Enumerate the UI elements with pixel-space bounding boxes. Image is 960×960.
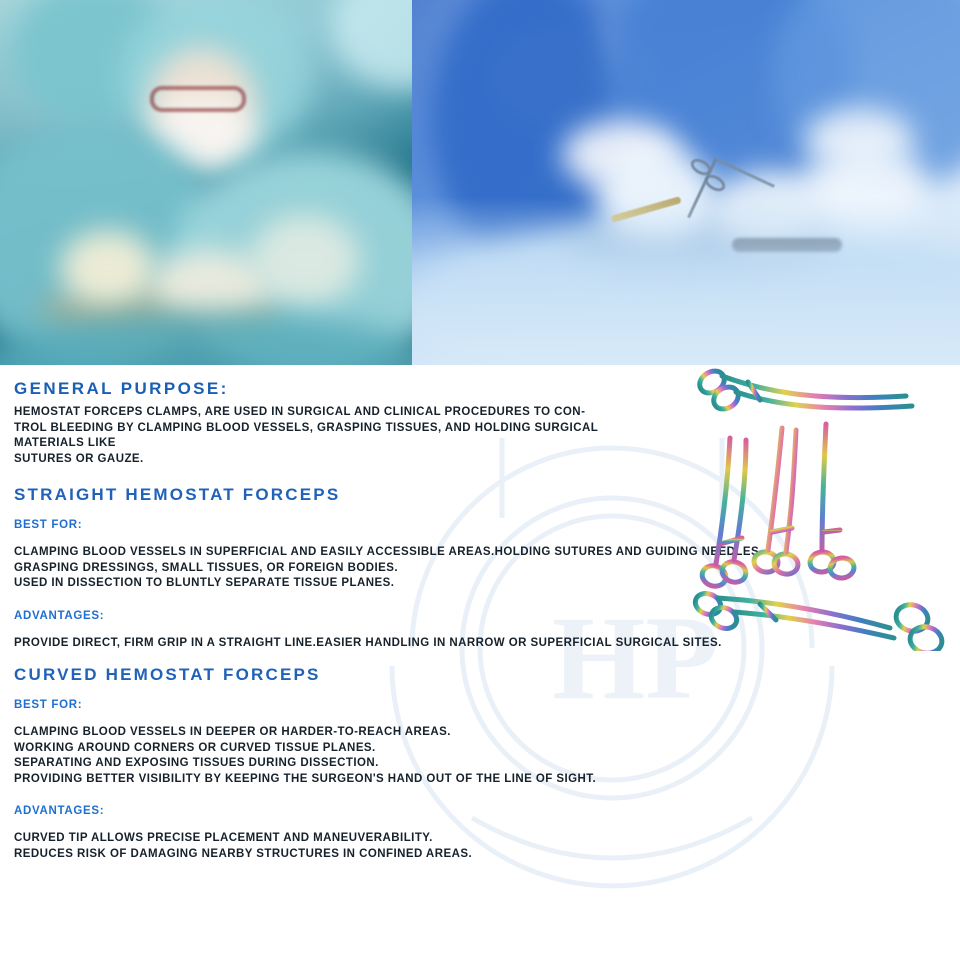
section-curved-hemostat-forceps xyxy=(14,665,942,862)
short-hemostat-forceps-1 xyxy=(699,438,748,589)
eyeglasses-icon xyxy=(150,86,246,112)
advantages-straight-line-1: PROVIDE DIRECT, FIRM GRIP IN A STRAIGHT LINE.EASIER HANDLING IN NARROW OR SUPERFICIAL SURGICAL SITES. xyxy=(14,636,722,649)
best-for-straight-line-2: GRASPING DRESSINGS, SMALL TISSUES, OR FOREIGN BODIES. xyxy=(14,561,399,574)
short-hemostat-forceps-2 xyxy=(752,428,799,576)
surgical-lamp-glow xyxy=(330,0,412,90)
label-advantages-straight: ADVANTAGES: xyxy=(14,609,105,622)
watermark-letters: HP xyxy=(552,591,719,724)
gloved-hand-right xyxy=(810,148,930,234)
best-for-list-curved xyxy=(14,725,942,787)
general-purpose-line-4: SUTURES OR GAUZE. xyxy=(14,452,144,465)
surgical-team-photo xyxy=(0,0,412,365)
hero-image-band xyxy=(0,0,960,365)
best-for-curved-line-3: SEPARATING AND EXPOSING TISSUES DURING DISSECTION. xyxy=(14,757,379,769)
best-for-straight-line-1: CLAMPING BLOOD VESSELS IN SUPERFICIAL AND EASILY ACCESSIBLE AREAS.HOLDING SUTURES AND GUIDING NEEDLES. xyxy=(14,546,763,558)
short-hemostat-forceps-3 xyxy=(809,424,856,580)
best-for-curved-line-4: PROVIDING BETTER VISIBILITY BY KEEPING THE SURGEON'S HAND OUT OF THE LINE OF SIGHT. xyxy=(14,772,597,785)
advantages-curved-line-2: REDUCES RISK OF DAMAGING NEARBY STRUCTURES IN CONFINED AREAS. xyxy=(14,847,473,860)
curved-hemostat-forceps-bottom xyxy=(692,590,944,651)
label-best-for-curved: BEST FOR: xyxy=(14,699,83,711)
gloved-hand-1 xyxy=(60,230,156,306)
gloved-hands-instruments-photo xyxy=(412,0,960,365)
advantages-list-curved xyxy=(14,831,942,862)
long-straight-hemostat-forceps xyxy=(696,367,912,414)
drape-shadow xyxy=(562,218,822,278)
section-heading-curved: CURVED HEMOSTAT FORCEPS xyxy=(14,665,321,684)
general-purpose-line-2: TROL BLEEDING BY CLAMPING BLOOD VESSELS, GRASPING TISSUES, AND HOLDING SURGICAL xyxy=(14,421,599,434)
best-for-curved-line-2: WORKING AROUND CORNERS OR CURVED TISSUE PLANES. xyxy=(14,741,376,754)
section-heading-general-purpose: GENERAL PURPOSE: xyxy=(14,379,229,398)
blue-surgical-drape xyxy=(412,222,960,365)
best-for-curved-line-1: CLAMPING BLOOD VESSELS IN DEEPER OR HARDER-TO-REACH AREAS. xyxy=(14,726,451,738)
label-best-for-straight: BEST FOR: xyxy=(14,519,83,531)
dark-instrument-on-drape xyxy=(732,238,842,252)
gold-instrument xyxy=(610,196,681,223)
section-heading-straight: STRAIGHT HEMOSTAT FORCEPS xyxy=(14,485,341,504)
rainbow-titanium-hemostat-forceps-group xyxy=(690,366,960,651)
general-purpose-paragraph xyxy=(14,405,704,467)
gloved-hand-3 xyxy=(250,214,360,306)
general-purpose-line-3: MATERIALS LIKE xyxy=(14,437,116,449)
label-advantages-curved: ADVANTAGES: xyxy=(14,805,105,817)
advantages-curved-line-1: CURVED TIP ALLOWS PRECISE PLACEMENT AND MANEUVERABILITY. xyxy=(14,832,433,844)
general-purpose-line-1: HEMOSTAT FORCEPS CLAMPS, ARE USED IN SURGICAL AND CLINICAL PROCEDURES TO CON- xyxy=(14,406,586,418)
best-for-straight-line-3: USED IN DISSECTION TO BLUNTLY SEPARATE TISSUE PLANES. xyxy=(14,577,395,589)
